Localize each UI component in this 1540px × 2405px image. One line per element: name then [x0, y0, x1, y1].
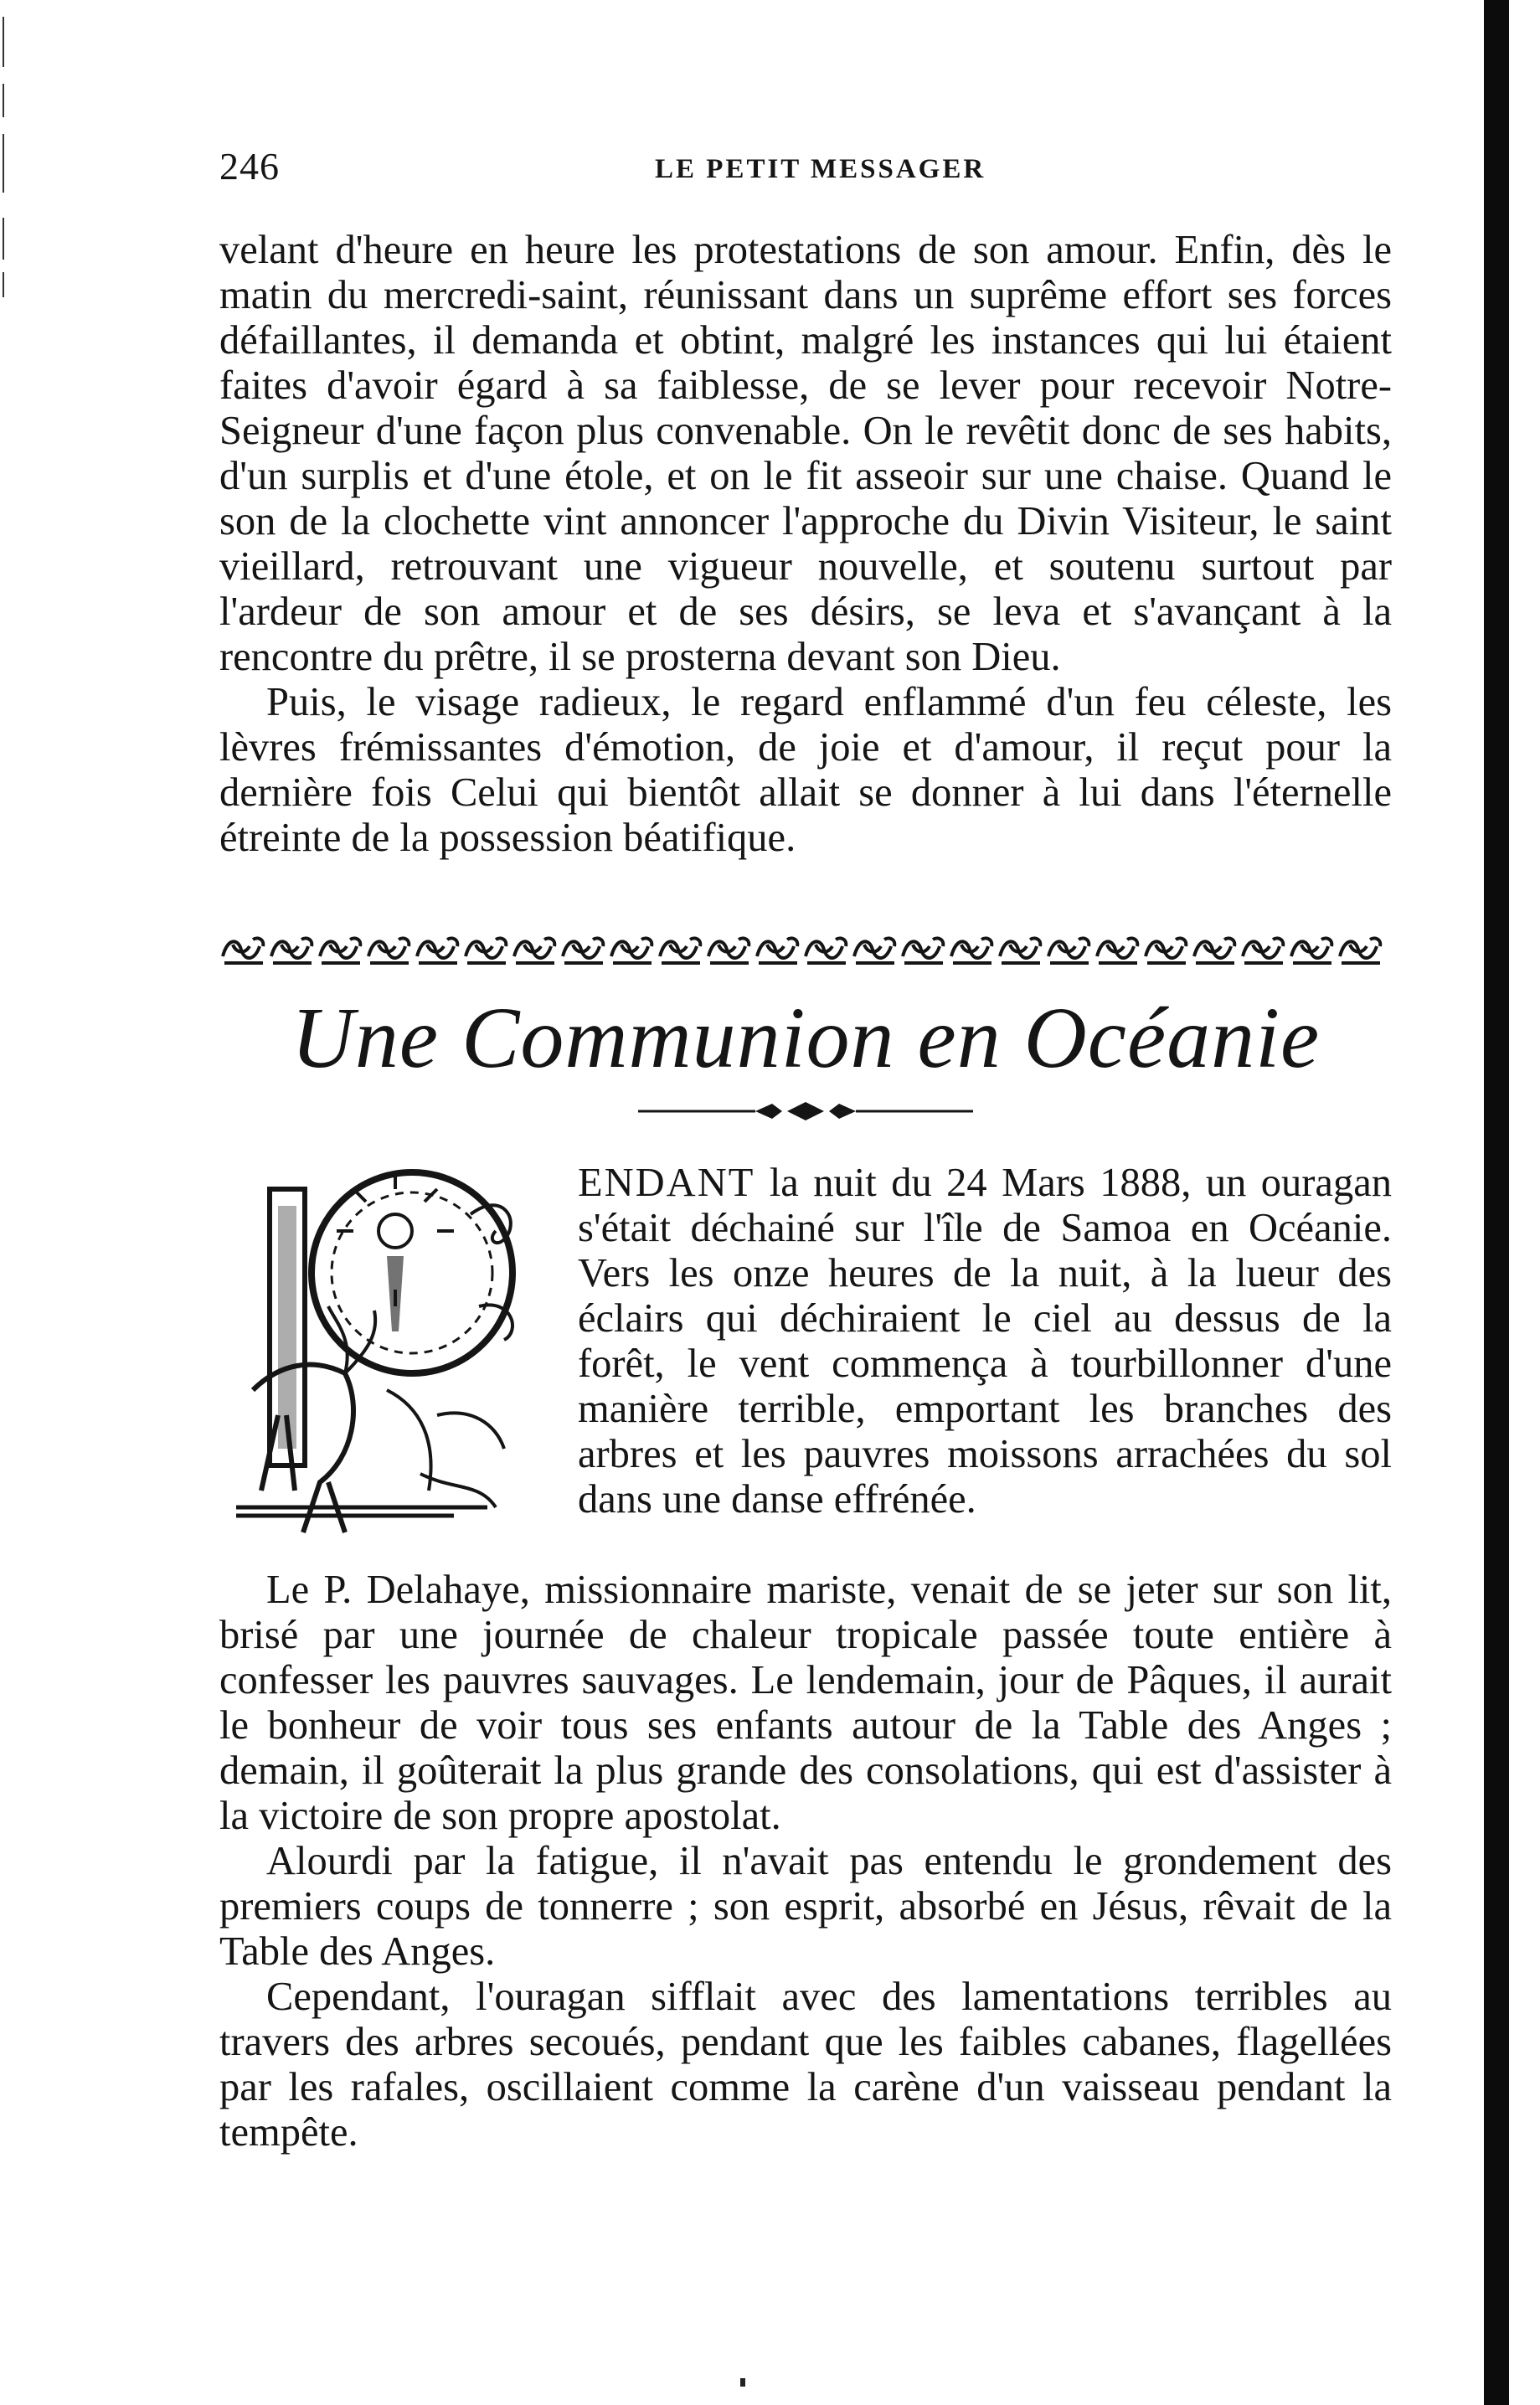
page-header [219, 144, 1409, 203]
lead-small-caps: ENDANT [578, 1161, 755, 1205]
scan-speck [740, 2378, 745, 2387]
illustrated-drop-cap [219, 1139, 561, 1549]
paragraph: Puis, le visage radieux, le regard enflammé d'un feu céleste, les lèvres frémissantes d'émotion, de joie et d'amour, il reçut pour la dernière fois Celui qui bientôt allait se donner à lui dans l'éternelle étreinte de la possession béatifique. [219, 680, 1392, 860]
paragraph: Cependant, l'ouragan sifflait avec des lamentations terribles au travers des arbres secoués, pendant que les faibles cabanes, flagellées par les rafales, oscillaient comme la carène d'un vaisseau pendant la tempête. [219, 1975, 1392, 2155]
paragraph: Alourdi par la fatigue, il n'avait pas entendu le grondement des premiers coups de tonnerre ; son esprit, absorbé en Jésus, rêvait de la Table des Anges. [219, 1839, 1392, 1974]
article-title: Une Communion en Océanie [291, 990, 1321, 1086]
title-divider-ornament [638, 1099, 973, 1124]
article-body [219, 1568, 1392, 2155]
article-lead-paragraph [578, 1161, 1392, 1522]
paragraph: velant d'heure en heure les protestations de son amour. Enfin, dès le matin du mercredi-saint, réunissant dans un suprême effort ses forces défaillantes, il demanda et obtint, malgré les instances qui lui étaient faites d'avoir égard à sa faiblesse, de se lever pour recevoir Notre-Seigneur d'une façon plus convenable. On le revêtit donc de ses habits, d'un surplis et d'une étole, et on le fit asseoir sur une chaise. Quand le son de la clochette vint annoncer l'approche du Divin Visiteur, le saint vieillard, retrouvant une vigueur nouvelle, et soutenu surtout par l'ardeur de son amour et de ses désirs, se leva et s'avançant à la rencontre du prêtre, il se prosterna devant son Dieu. [219, 228, 1392, 679]
page-number: 246 [219, 145, 280, 188]
scan-edge-specks [0, 17, 10, 301]
drop-cap-illustration [219, 1139, 561, 1549]
decorative-border-ornament [219, 931, 1385, 970]
running-title: LE PETIT MESSAGER [655, 154, 986, 184]
scan-edge-bar [1484, 0, 1509, 2405]
continued-text [219, 228, 1392, 861]
lead-text: la nuit du 24 Mars 1888, un ouragan s'était déchainé sur l'île de Samoa en Océanie. Vers les onze heures de la nuit, à la lueur des éclairs qui déchiraient le ciel au dessus de la forêt, le vent commença à tourbillonner d'une manière terrible, emportant les branches des arbres et les pauvres moissons arrachées du sol dans une danse effrénée. [578, 1161, 1392, 1522]
paragraph: Le P. Delahaye, missionnaire mariste, venait de se jeter sur son lit, brisé par une journée de chaleur tropicale passée toute entière à confesser les pauvres sauvages. Le lendemain, jour de Pâques, il aurait le bonheur de voir tous ses enfants autour de la Table des Anges ; demain, il goûterait la plus grande des consolations, qui est d'assister à la victoire de son propre apostolat. [219, 1568, 1392, 1838]
